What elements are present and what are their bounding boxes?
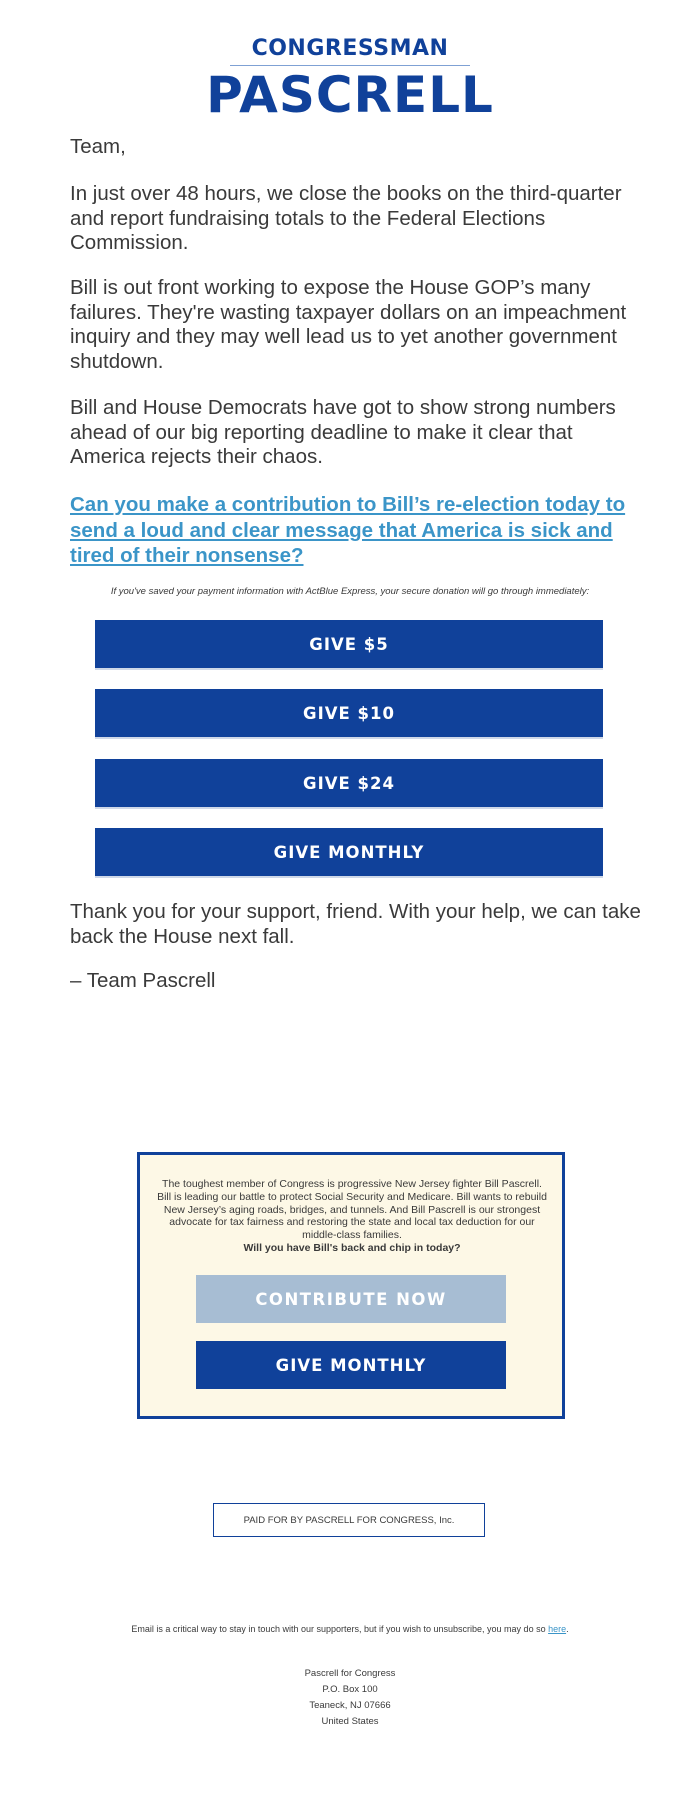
greeting: Team,: [70, 135, 126, 158]
unsubscribe-end: .: [566, 1624, 569, 1634]
unsubscribe-notice: [0, 1624, 700, 1634]
address-line-1: Pascrell for Congress: [304, 1668, 396, 1679]
give-24-button[interactable]: GIVE $24: [95, 759, 603, 807]
promo-box: [137, 1152, 565, 1419]
promo-body: The toughest member of Congress is progressive New Jersey fighter Bill Pascrell. Bill is leading our battle to protect Social Security and Medicare. Bill wants to rebuild New Jersey’s aging roads, bridges, and tunnels. And Bill Pascrell is our strongest advocate for tax fairness and restoring the state and local tax deduction for our middle-class families.: [157, 1178, 547, 1242]
paragraph-2: Bill is out front working to expose the House GOP’s many failures. They're wasting taxpayer dollars on an impeachment inquiry and they may well lead us to yet another government shutdown.: [70, 276, 627, 373]
closing-paragraph: Thank you for your support, friend. With your help, we can take back the House next fall.: [70, 900, 641, 948]
mailing-address: [0, 1666, 700, 1730]
give-5-button[interactable]: GIVE $5: [95, 620, 603, 668]
address-line-2: P.O. Box 100: [322, 1684, 378, 1695]
logo: [0, 0, 700, 124]
paragraph-3: Bill and House Democrats have got to show strong numbers ahead of our big reporting deadline to make it clear that America rejects their chaos.: [70, 396, 616, 468]
paragraph-1: In just over 48 hours, we close the books on the third-quarter and report fundraising totals to the Federal Elections Commission.: [70, 182, 622, 254]
promo-text: [154, 1178, 550, 1255]
unsubscribe-text: Email is a critical way to stay in touch with our supporters, but if you wish to unsubscribe, you may do so: [131, 1624, 549, 1634]
logo-main-text: PASCRELL: [206, 66, 494, 124]
give-10-button[interactable]: GIVE $10: [95, 689, 603, 737]
paid-for-disclaimer: PAID FOR BY PASCRELL FOR CONGRESS, Inc.: [213, 1503, 485, 1537]
address-line-4: United States: [321, 1716, 379, 1727]
unsubscribe-link[interactable]: here: [548, 1624, 567, 1634]
signature: – Team Pascrell: [70, 969, 216, 992]
contribute-now-button[interactable]: CONTRIBUTE NOW: [196, 1275, 506, 1323]
promo-ask: Will you have Bill's back and chip in today?: [243, 1241, 461, 1254]
give-monthly-button[interactable]: GIVE MONTHLY: [95, 828, 603, 876]
actblue-note: If you've saved your payment information with ActBlue Express, your secure donation will go through immediately:: [110, 586, 590, 597]
logo-top-text: CONGRESSMAN: [230, 36, 471, 66]
promo-give-monthly-button[interactable]: GIVE MONTHLY: [196, 1341, 506, 1389]
contribution-cta-link[interactable]: Can you make a contribution to Bill’s re-election today to send a loud and clear message that America is sick and tired of their nonsense?: [70, 493, 626, 567]
address-line-3: Teaneck, NJ 07666: [309, 1700, 391, 1711]
